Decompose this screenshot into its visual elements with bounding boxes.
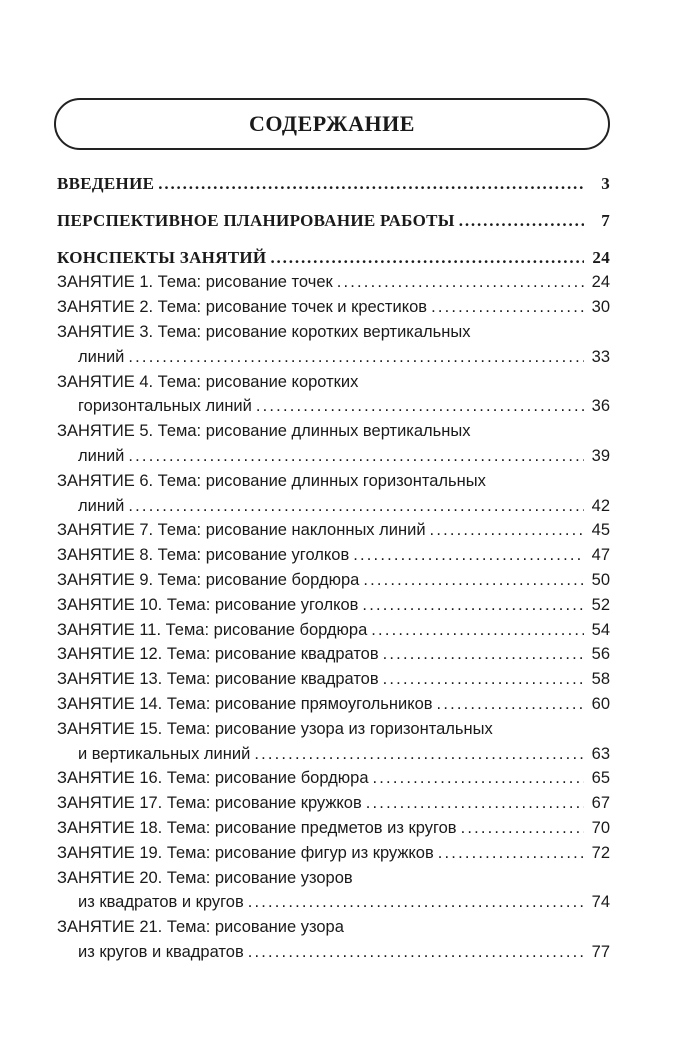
toc-entry-label: ЗАНЯТИЕ 13. Тема: рисование квадратов	[57, 670, 379, 689]
dot-leader	[248, 940, 584, 965]
toc-entry-label: ЗАНЯТИЕ 10. Тема: рисование уголков	[57, 595, 359, 614]
toc-entry-label: ЗАНЯТИЕ 12. Тема: рисование квадратов	[57, 645, 379, 664]
toc-entry[interactable]	[57, 246, 610, 271]
toc-entry-continuation: горизонтальных линий	[78, 397, 252, 416]
dot-leader	[431, 295, 584, 320]
contents-title-frame	[54, 98, 610, 150]
toc-page-number: 24	[592, 247, 610, 267]
toc-entry[interactable]	[57, 915, 610, 965]
toc-entry[interactable]	[57, 866, 610, 916]
toc-entry-label: ЗАНЯТИЕ 4. Тема: рисование коротких	[57, 372, 359, 391]
toc-entry-label: ЗАНЯТИЕ 21. Тема: рисование узора	[57, 918, 344, 937]
toc-entry[interactable]	[57, 419, 610, 469]
page-title: СОДЕРЖАНИЕ	[249, 111, 415, 136]
toc-entry[interactable]	[57, 766, 610, 791]
toc-entry-label: ЗАНЯТИЕ 7. Тема: рисование наклонных линий	[57, 521, 426, 540]
toc-entry[interactable]	[57, 618, 610, 643]
dot-leader	[337, 270, 584, 295]
toc-page-number: 33	[591, 347, 610, 366]
toc-entry-label: ЗАНЯТИЕ 16. Тема: рисование бордюра	[57, 769, 369, 788]
dot-leader	[248, 890, 584, 915]
toc-page-number: 45	[591, 521, 610, 540]
toc-page-number: 42	[591, 496, 610, 515]
toc-entry[interactable]	[57, 642, 610, 667]
toc-entry-label: ЗАНЯТИЕ 14. Тема: рисование прямоугольников	[57, 694, 433, 713]
dot-leader	[254, 742, 584, 767]
toc-entry-label: ЗАНЯТИЕ 18. Тема: рисование предметов из кругов	[57, 818, 457, 837]
toc-page-number: 72	[591, 843, 610, 862]
toc-page-number: 3	[601, 174, 610, 193]
dot-leader	[371, 618, 584, 643]
toc-entry-label: ЗАНЯТИЕ 11. Тема: рисование бордюра	[57, 620, 368, 639]
toc-entry-continuation: из кругов и квадратов	[78, 942, 244, 961]
toc-entry-label: ЗАНЯТИЕ 3. Тема: рисование коротких вертикальных	[57, 322, 471, 341]
toc-page-number: 47	[591, 546, 610, 565]
toc-entry-label: ЗАНЯТИЕ 19. Тема: рисование фигур из кружков	[57, 843, 434, 862]
toc-entry[interactable]	[57, 370, 610, 420]
toc-entry-continuation: линий	[78, 347, 125, 366]
toc-entry[interactable]	[57, 270, 610, 295]
dot-leader	[383, 642, 584, 667]
toc-page-number: 77	[591, 942, 610, 961]
toc-page-number: 63	[591, 744, 610, 763]
toc-entry[interactable]	[57, 667, 610, 692]
toc-entry-label: ЗАНЯТИЕ 1. Тема: рисование точек	[57, 273, 333, 292]
toc-entry-continuation: из квадратов и кругов	[78, 893, 244, 912]
toc-entry[interactable]	[57, 791, 610, 816]
dot-leader	[373, 766, 584, 791]
toc-entry[interactable]	[57, 841, 610, 866]
toc-entry-continuation: линий	[78, 496, 125, 515]
dot-leader	[363, 568, 584, 593]
toc-entry[interactable]	[57, 295, 610, 320]
toc-entry-label: ЗАНЯТИЕ 9. Тема: рисование бордюра	[57, 570, 360, 589]
toc-entry[interactable]	[57, 469, 610, 519]
dot-leader	[158, 172, 584, 197]
toc-entry[interactable]	[57, 209, 610, 234]
toc-page-number: 74	[591, 893, 610, 912]
toc-entry[interactable]	[57, 518, 610, 543]
toc-page-number: 54	[591, 620, 610, 639]
toc-page-number: 36	[591, 397, 610, 416]
toc-page-number: 67	[591, 794, 610, 813]
toc-page-number: 52	[591, 595, 610, 614]
toc-entry-label: ЗАНЯТИЕ 20. Тема: рисование узоров	[57, 868, 353, 887]
toc-page-number: 30	[591, 298, 610, 317]
toc-page-number: 60	[591, 694, 610, 713]
toc-entry[interactable]	[57, 717, 610, 767]
dot-leader	[128, 444, 584, 469]
dot-leader	[128, 345, 584, 370]
toc-entry-label: ЗАНЯТИЕ 5. Тема: рисование длинных вертикальных	[57, 422, 471, 441]
toc-page-number: 50	[591, 570, 610, 589]
toc-entry-label: ВВЕДЕНИЕ	[57, 174, 155, 193]
dot-leader	[459, 209, 584, 234]
dot-leader	[128, 494, 584, 519]
toc-page-number: 39	[591, 446, 610, 465]
dot-leader	[383, 667, 584, 692]
dot-leader	[256, 394, 584, 419]
toc-page-number: 7	[601, 210, 610, 230]
toc-entry-label: ЗАНЯТИЕ 17. Тема: рисование кружков	[57, 794, 362, 813]
dot-leader	[461, 816, 584, 841]
toc-page-number: 24	[591, 273, 610, 292]
toc-entry[interactable]	[57, 543, 610, 568]
toc-entry[interactable]	[57, 172, 610, 197]
toc-entry-label: ЗАНЯТИЕ 8. Тема: рисование уголков	[57, 546, 350, 565]
toc-entry-label: ПЕРСПЕКТИВНОЕ ПЛАНИРОВАНИЕ РАБОТЫ	[57, 210, 455, 230]
dot-leader	[353, 543, 584, 568]
dot-leader	[430, 518, 584, 543]
dot-leader	[437, 692, 584, 717]
toc-entry[interactable]	[57, 692, 610, 717]
dot-leader	[362, 593, 584, 618]
toc-page-number: 65	[591, 769, 610, 788]
toc-entry-label: ЗАНЯТИЕ 15. Тема: рисование узора из горизонтальных	[57, 719, 493, 738]
toc-entry[interactable]	[57, 593, 610, 618]
dot-leader	[366, 791, 584, 816]
toc-entry-label: ЗАНЯТИЕ 2. Тема: рисование точек и крестиков	[57, 298, 428, 317]
table-of-contents	[57, 172, 610, 965]
toc-entry-label: КОНСПЕКТЫ ЗАНЯТИЙ	[57, 247, 267, 267]
toc-page-number: 56	[591, 645, 610, 664]
toc-entry-continuation: и вертикальных линий	[78, 744, 251, 763]
toc-page-number: 58	[591, 670, 610, 689]
dot-leader	[270, 246, 584, 271]
toc-entry-label: ЗАНЯТИЕ 6. Тема: рисование длинных горизонтальных	[57, 471, 486, 490]
toc-entry[interactable]	[57, 320, 610, 370]
dot-leader	[438, 841, 584, 866]
toc-entry-continuation: линий	[78, 446, 125, 465]
toc-entry[interactable]	[57, 816, 610, 841]
toc-entry[interactable]	[57, 568, 610, 593]
toc-page-number: 70	[591, 818, 610, 837]
